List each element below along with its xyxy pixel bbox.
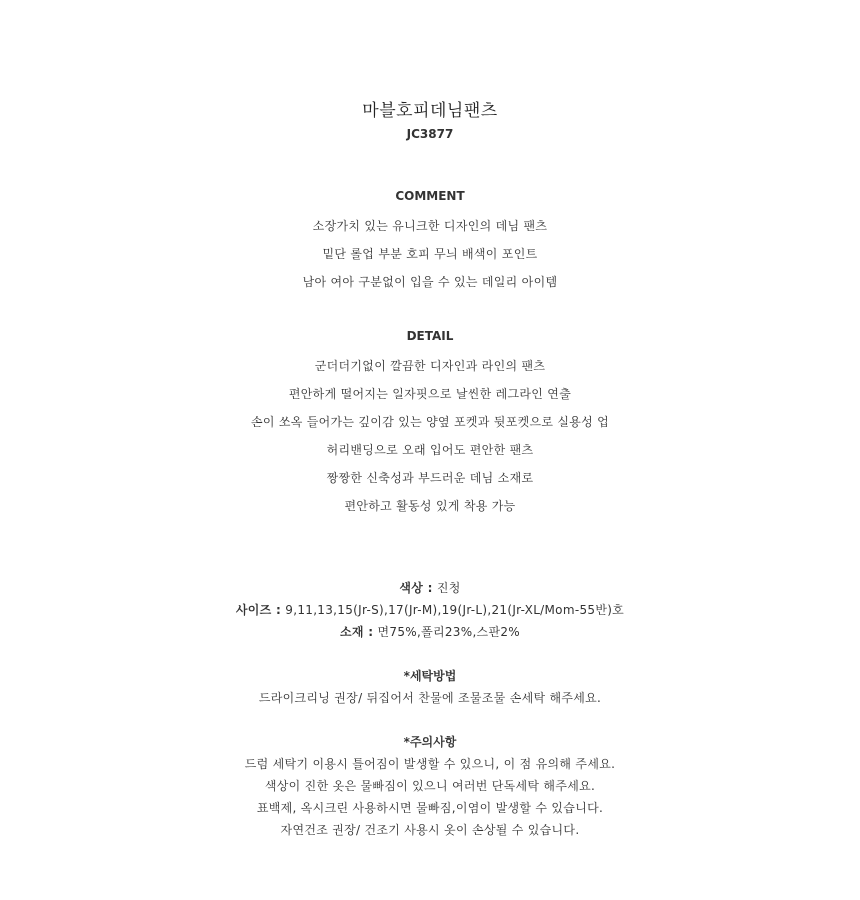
washing-heading: *세탁방법	[403, 669, 457, 683]
detail-line: 허리밴딩으로 오래 입어도 편안한 팬츠	[326, 443, 534, 457]
comment-heading: COMMENT	[395, 189, 465, 203]
detail-heading: DETAIL	[406, 329, 454, 343]
detail-line: 군더더기없이 깔끔한 디자인과 라인의 팬츠	[314, 359, 546, 373]
material-spec	[0, 623, 860, 640]
detail-line: 편안하게 떨어지는 일자핏으로 날씬한 레그라인 연출	[288, 387, 572, 401]
caution-heading: *주의사항	[403, 735, 457, 749]
detail-line: 편안하고 활동성 있게 착용 가능	[344, 499, 516, 513]
caution-line: 자연건조 권장/ 건조기 사용시 옷이 손상될 수 있습니다.	[280, 823, 580, 837]
washing-line: 드라이크리닝 권장/ 뒤집어서 찬물에 조물조물 손세탁 해주세요.	[258, 691, 602, 705]
product-name: 마블호피데님팬츠	[362, 101, 498, 121]
comment-line: 밑단 롤업 부분 호피 무늬 배색이 포인트	[322, 247, 538, 261]
detail-line: 짱짱한 신축성과 부드러운 데님 소재로	[326, 471, 534, 485]
size-spec	[0, 601, 860, 618]
product-code: JC3877	[406, 127, 454, 141]
comment-line: 소장가치 있는 유니크한 디자인의 데님 팬츠	[312, 219, 548, 233]
size-value: 9,11,13,15(Jr-S),17(Jr-M),19(Jr-L),21(Jr-XL/Mom-55반)호	[281, 603, 625, 617]
caution-line: 드럼 세탁기 이용시 틀어짐이 발생할 수 있으니, 이 점 유의해 주세요.	[244, 757, 616, 771]
detail-line: 손이 쏘옥 들어가는 깊이감 있는 양옆 포켓과 뒷포켓으로 실용성 업	[250, 415, 610, 429]
material-label: 소재 :	[340, 625, 374, 639]
color-value: 진청	[432, 581, 461, 595]
color-spec	[0, 579, 860, 596]
size-label: 사이즈 :	[235, 603, 282, 617]
comment-line: 남아 여아 구분없이 입을 수 있는 데일리 아이템	[302, 275, 558, 289]
caution-line: 색상이 진한 옷은 물빠짐이 있으니 여러번 단독세탁 해주세요.	[264, 779, 596, 793]
material-value: 면75%,폴리23%,스판2%	[373, 625, 520, 639]
caution-line: 표백제, 옥시크린 사용하시면 물빠짐,이염이 발생할 수 있습니다.	[256, 801, 604, 815]
color-label: 색상 :	[399, 581, 433, 595]
